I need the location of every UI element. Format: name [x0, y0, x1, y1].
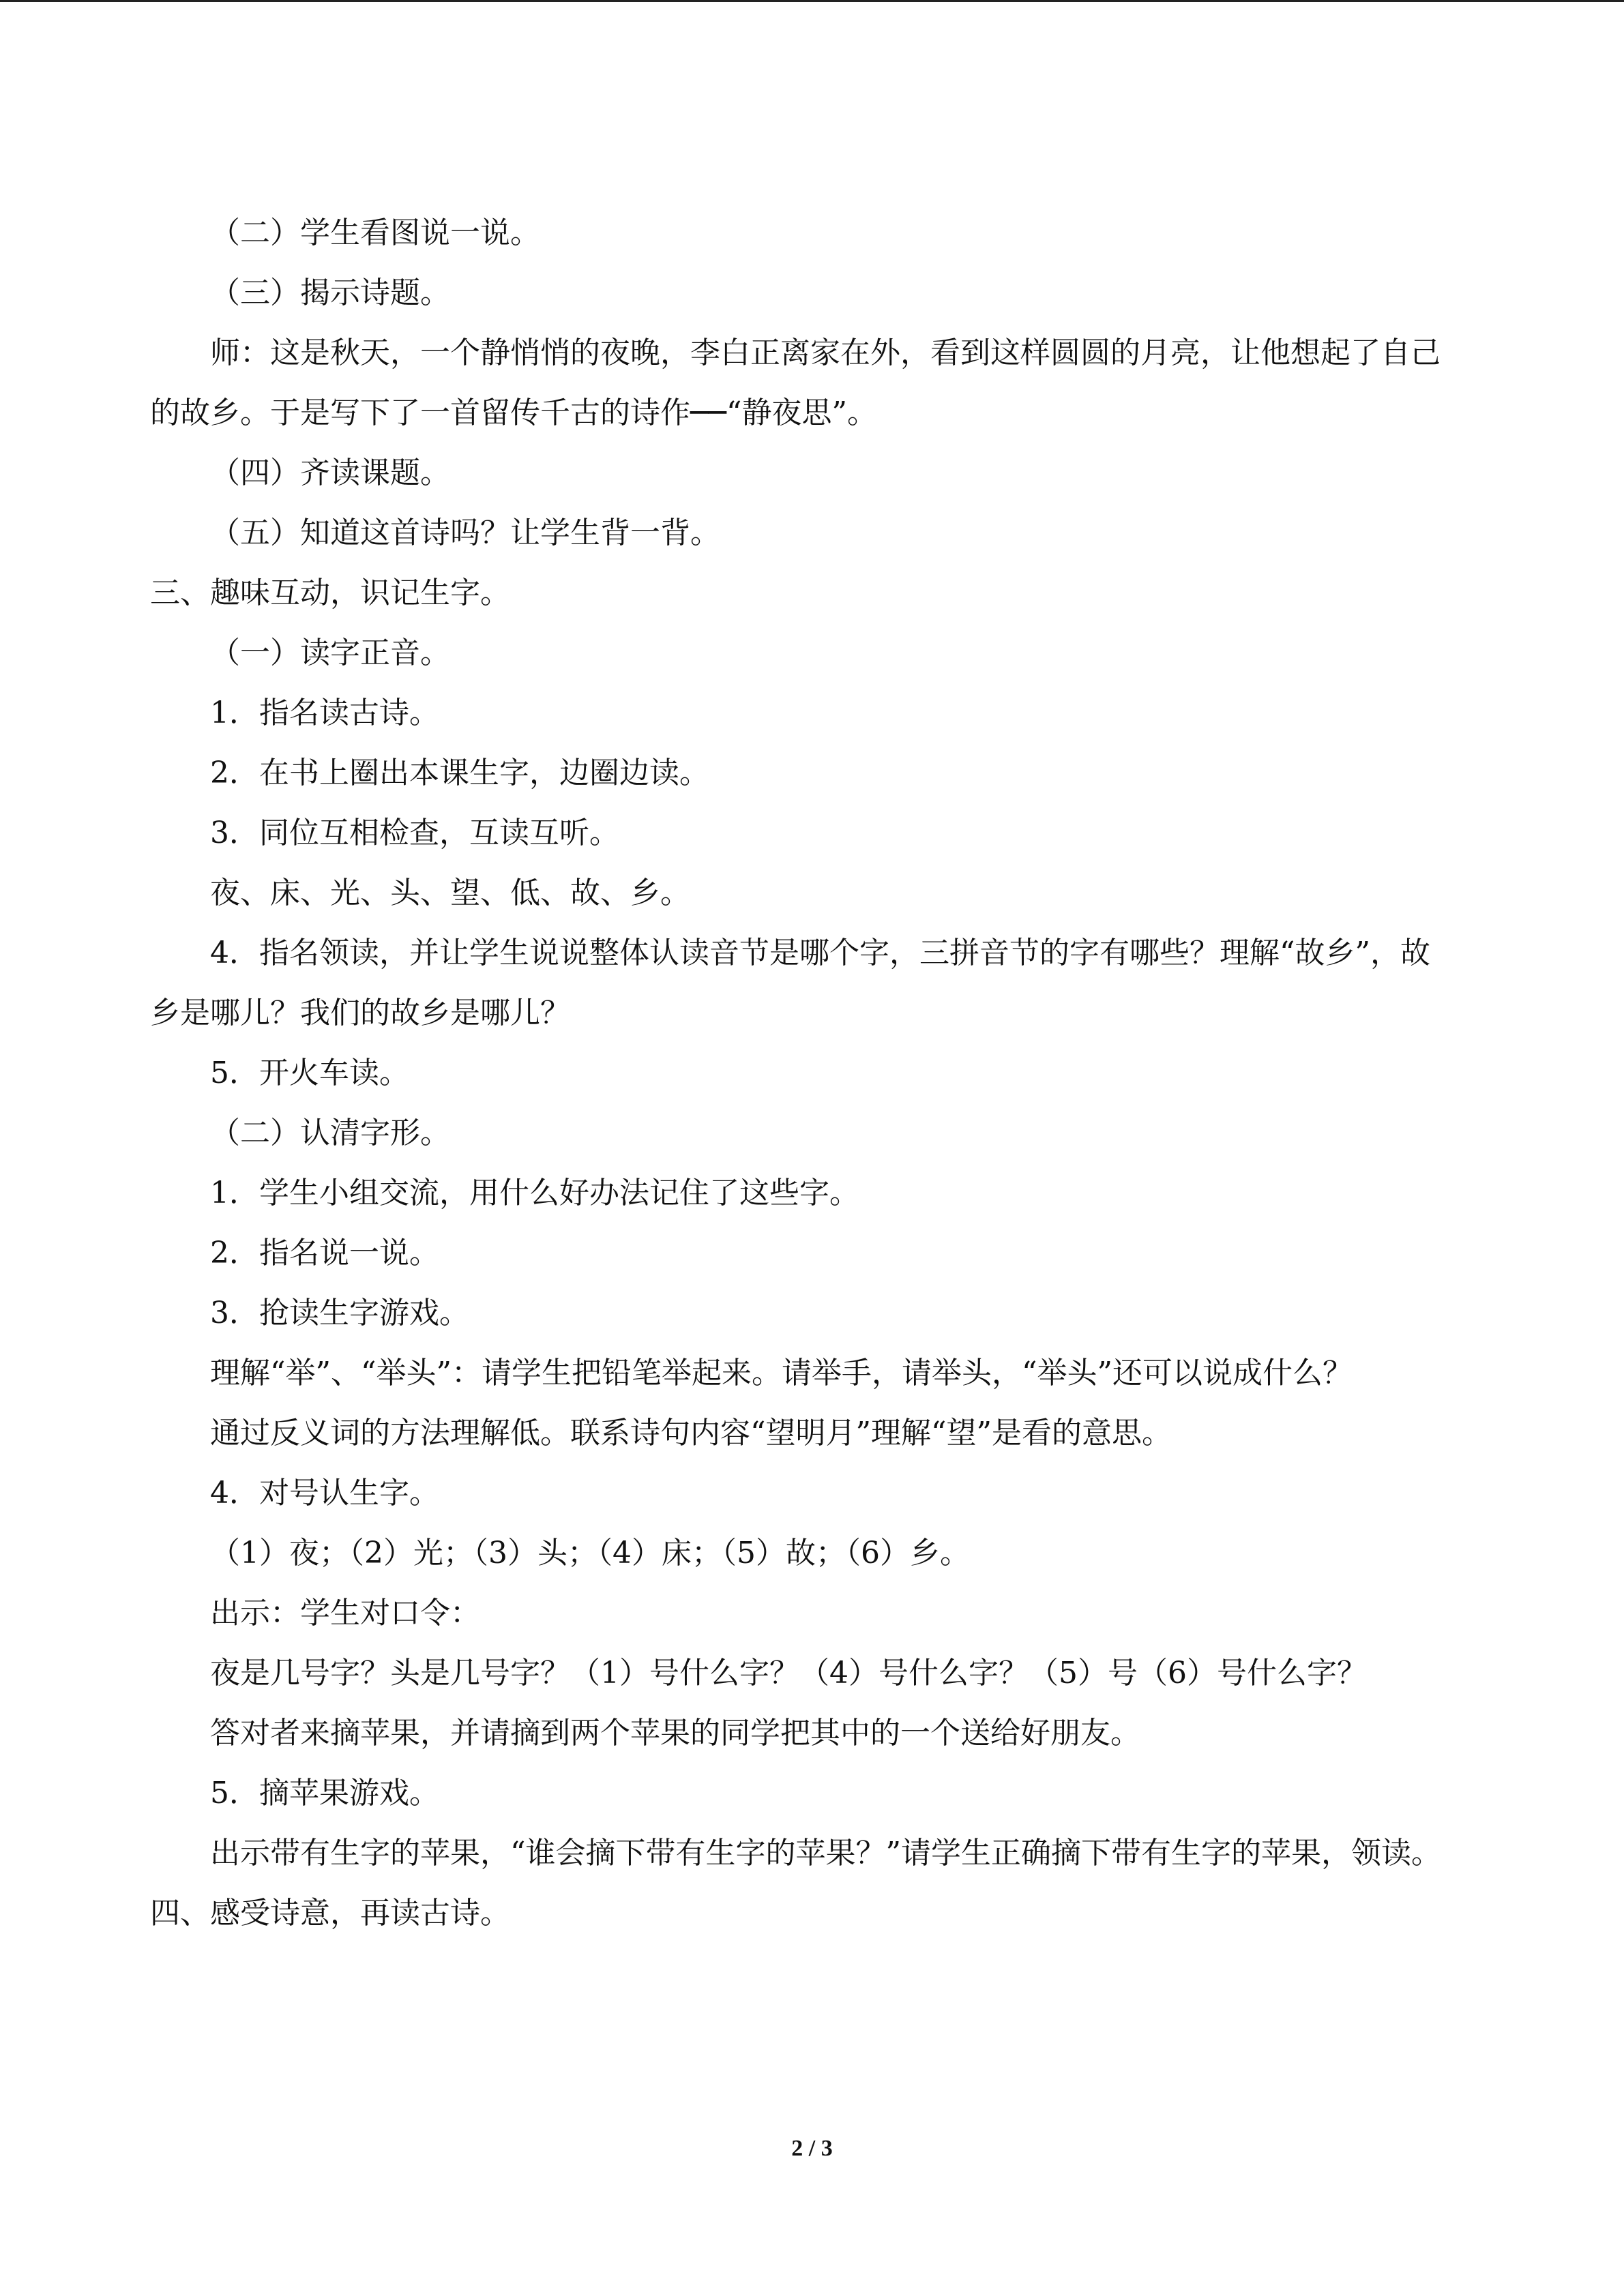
paragraph: （一）读字正音。 [210, 636, 450, 670]
paragraph: （二）学生看图说一说。 [210, 215, 540, 250]
paragraph: 1．指名读古诗。 [210, 696, 439, 730]
paragraph: 3．同位互相检查，互读互听。 [210, 816, 619, 850]
paragraph: 出示带有生字的苹果，“谁会摘下带有生字的苹果？”请学生正确摘下带有生字的苹果，领读。 [210, 1836, 1441, 1870]
paragraph: 4．对号认生字。 [210, 1476, 439, 1510]
paragraph: （二）认清字形。 [210, 1116, 450, 1150]
paragraph: 3．抢读生字游戏。 [210, 1296, 469, 1330]
paragraph: 通过反义词的方法理解低。联系诗句内容“望明月”理解“望”是看的意思。 [210, 1416, 1172, 1450]
paragraph: 夜是几号字？头是几号字？（1）号什么字？（4）号什么字？（5）号（6）号什么字？ [210, 1656, 1367, 1690]
paragraph: 1．学生小组交流，用什么好办法记住了这些字。 [210, 1176, 859, 1210]
paragraph: （1）夜；（2）光；（3）头；（4）床；（5）故；（6）乡。 [210, 1536, 970, 1570]
paragraph: 出示：学生对口令： [210, 1596, 480, 1630]
section-heading: 三、趣味互动，识记生字。 [150, 576, 510, 610]
paragraph: 夜、床、光、头、望、低、故、乡。 [210, 876, 690, 910]
paragraph: 理解“举”、“举头”：请学生把铅笔举起来。请举手，请举头，“举头”还可以说成什么？ [210, 1356, 1353, 1390]
paragraph: （五）知道这首诗吗？让学生背一背。 [210, 516, 720, 550]
paragraph: 师：这是秋天，一个静悄悄的夜晚，李白正离家在外，看到这样圆圆的月亮，让他想起了自己的故乡。于是写下了一首留传千古的诗作──“静夜思”。 [150, 336, 1441, 430]
top-border-line [0, 0, 1624, 2]
paragraph: 2．指名说一说。 [210, 1236, 439, 1270]
document-body [150, 203, 1460, 1943]
paragraph: 5．摘苹果游戏。 [210, 1776, 439, 1810]
paragraph: （三）揭示诗题。 [210, 275, 450, 310]
paragraph: （四）齐读课题。 [210, 456, 450, 490]
paragraph: 4．指名领读，并让学生说说整体认读音节是哪个字，三拼音节的字有哪些？理解“故乡”，故乡是哪儿？我们的故乡是哪儿？ [150, 936, 1430, 1030]
paragraph: 5．开火车读。 [210, 1056, 409, 1090]
paragraph: 2．在书上圈出本课生字，边圈边读。 [210, 756, 709, 790]
paragraph: 答对者来摘苹果，并请摘到两个苹果的同学把其中的一个送给好朋友。 [210, 1716, 1140, 1750]
page-number: 2 / 3 [791, 2136, 833, 2161]
section-heading: 四、感受诗意，再读古诗。 [150, 1896, 510, 1930]
